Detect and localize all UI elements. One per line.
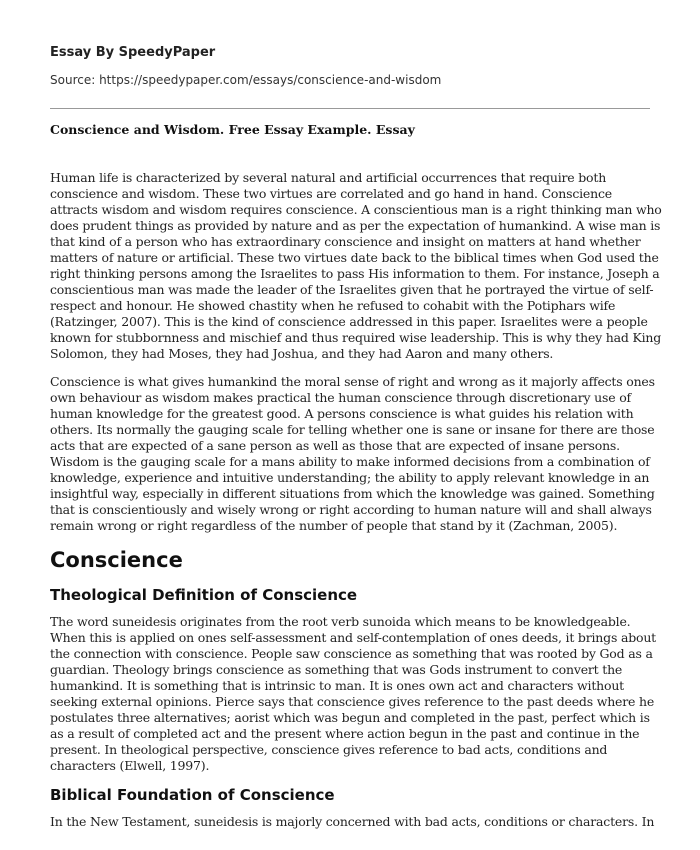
- subsection-heading-theological: Theological Definition of Conscience: [50, 586, 358, 604]
- subsection-heading-biblical: Biblical Foundation of Conscience: [50, 786, 335, 804]
- source-line: Source: https://speedypaper.com/essays/conscience-and-wisdom: [50, 73, 442, 87]
- document-header: [50, 45, 650, 87]
- header-divider: [50, 108, 650, 109]
- document-title: Conscience and Wisdom. Free Essay Example. Essay: [50, 122, 415, 137]
- paragraph-biblical: In the New Testament, suneidesis is majorly concerned with bad acts, conditions or characters. In: [50, 814, 655, 829]
- paragraph-2: Conscience is what gives humankind the moral sense of right and wrong as it majorly affects ones own behaviour as wisdom makes practical the human conscience through discretionary use of human knowledge for the greatest good. A persons conscience is what guides his relation with others. Its normally the gauging scale for telling whether one is sane or insane for there are those acts that are expected of a sane person as well as those that are expected of insane persons. Wisdom is the gauging scale for a mans ability to make informed decisions from a combination of knowledge, experience and intuitive understanding; the ability to apply relevant knowledge in an insightful way, especially in different situations from which the knowledge was gained. Something that is conscientiously and wisely wrong or right according to human nature will and shall always remain wrong or right regardless of the number of people that stand by it (Zachman, 2005).: [50, 374, 655, 533]
- section-heading: Conscience: [50, 548, 183, 572]
- site-title: Essay By SpeedyPaper: [50, 45, 216, 60]
- paragraph-theological: The word suneidesis originates from the root verb sunoida which means to be knowledgeable. When this is applied on ones self-assessment and self-contemplation of ones deeds, it brings about the connection with conscience. People saw conscience as something that was rooted by God as a guardian. Theology brings conscience as something that was Gods instrument to convert the humankind. It is something that is intrinsic to man. It is ones own act and characters without seeking external opinions. Pierce says that conscience gives reference to the past deeds where he postulates three alternatives; aorist which was begun and completed in the past, perfect which is as a result of completed act and the present where action begun in the past and continue in the present. In theological perspective, conscience gives reference to bad acts, conditions and characters (Elwell, 1997).: [50, 614, 656, 773]
- paragraph-1: Human life is characterized by several natural and artificial occurrences that require both conscience and wisdom. These two virtues are correlated and go hand in hand. Conscience attracts wisdom and wisdom requires conscience. A conscientious man is a right thinking man who does prudent things as provided by nature and as per the expectation of humankind. A wise man is that kind of a person who has extraordinary conscience and insight on matters at hand whether matters of nature or artificial. These two virtues date back to the biblical times when God used the right thinking persons among the Israelites to pass His information to them. For instance, Joseph a conscientious man was made the leader of the Israelites given that he portrayed the virtue of self-respect and honour. He showed chastity when he refused to cohabit with the Potiphars wife (Ratzinger, 2007). This is the kind of conscience addressed in this paper. Israelites were a people known for stubbornness and mischief and thus required wise leadership. This is why they had King Solomon, they had Moses, they had Joshua, and they had Aaron and many others.: [50, 170, 662, 361]
- document-body: [50, 170, 662, 842]
